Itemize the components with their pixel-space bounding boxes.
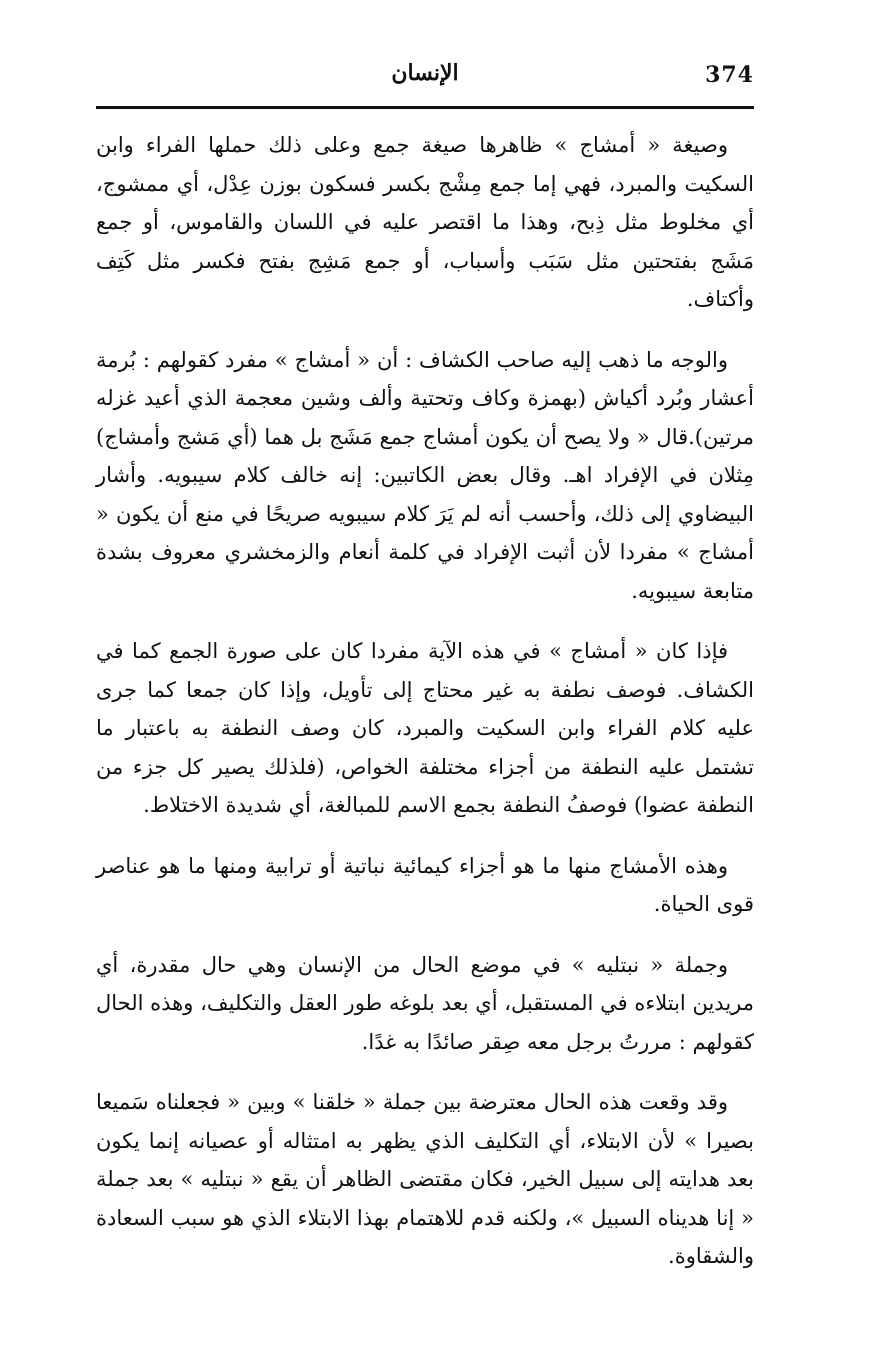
- running-title: الإنسان: [391, 60, 459, 86]
- page-header: [96, 58, 754, 98]
- page-number: 374: [705, 62, 754, 88]
- paragraph: وصيغة « أمشاج » ظاهرها صيغة جمع وعلى ذلك حملها الفراء وابن السكيت والمبرد، فهي إما جمع مِشْج بكسر فسكون بوزن عِدْل، أي ممشوج، أي مخلوط مثل ذِبح، وهذا ما اقتصر عليه في اللسان والقاموس، أو جمع مَشَج بفتحتين مثل سَبَب وأسباب، أو جمع مَشِج بفتح فكسر مثل كَتِف وأكتاف.: [96, 133, 754, 311]
- paragraph: وجملة « نبتليه » في موضع الحال من الإنسان وهي حال مقدرة، أي مريدين ابتلاءه في المستقبل، أي بعد بلوغه طور العقل والتكليف، وهذه الحال كقولهم : مررتُ برجل معه صِقر صائدًا به غدًا.: [96, 952, 755, 1054]
- body-text: [96, 126, 754, 1298]
- paragraph: وهذه الأمشاج منها ما هو أجزاء كيمائية نباتية أو ترابية ومنها ما هو عناصر قوى الحياة.: [96, 853, 754, 916]
- header-rule: [96, 106, 754, 109]
- paragraph: والوجه ما ذهب إليه صاحب الكشاف : أن « أمشاج » مفرد كقولهم : بُرمة أعشار وبُرد أكياش (بهمزة وكاف وتحتية وألف وشين معجمة الذي أعيد غزله مرتين).قال « ولا يصح أن يكون أمشاج جمع مَشَج بل هما (أي مَشج وأمشاج) مِثلان في الإفراد اهـ. وقال بعض الكاتبين: إنه خالف كلام سيبويه. وأشار البيضاوي إلى ذلك، وأحسب أنه لم يَرَ كلام سيبويه صريحًا في منع أن يكون « أمشاج » مفردا لأن أثبت الإفراد في كلمة أنعام والزمخشري معروف بشدة متابعة سيبويه.: [96, 347, 754, 603]
- paragraph: وقد وقعت هذه الحال معترضة بين جملة « خلقنا » وبين « فجعلناه سَميعا بصيرا » لأن الابتلاء، أي التكليف الذي يظهر به امتثاله أو عصيانه إنما يكون بعد هدايته إلى سبيل الخير، فكان مقتضى الظاهر أن يقع « نبتليه » بعد جملة « إنا هديناه السبيل »، ولكنه قدم للاهتمام بهذا الابتلاء الذي هو سبب السعادة والشقاوة.: [96, 1090, 754, 1268]
- paragraph: فإذا كان « أمشاج » في هذه الآية مفردا كان على صورة الجمع كما في الكشاف. فوصف نطفة به غير محتاج إلى تأويل، وإذا كان جمعا كما جرى عليه كلام الفراء وابن السكيت والمبرد، كان وصف النطفة به باعتبار ما تشتمل عليه النطفة من أجزاء مختلفة الخواص، (فلذلك يصير كل جزء من النطفة عضوا) فوصفُ النطفة بجمع الاسم للمبالغة، أي شديدة الاختلاط.: [96, 639, 754, 817]
